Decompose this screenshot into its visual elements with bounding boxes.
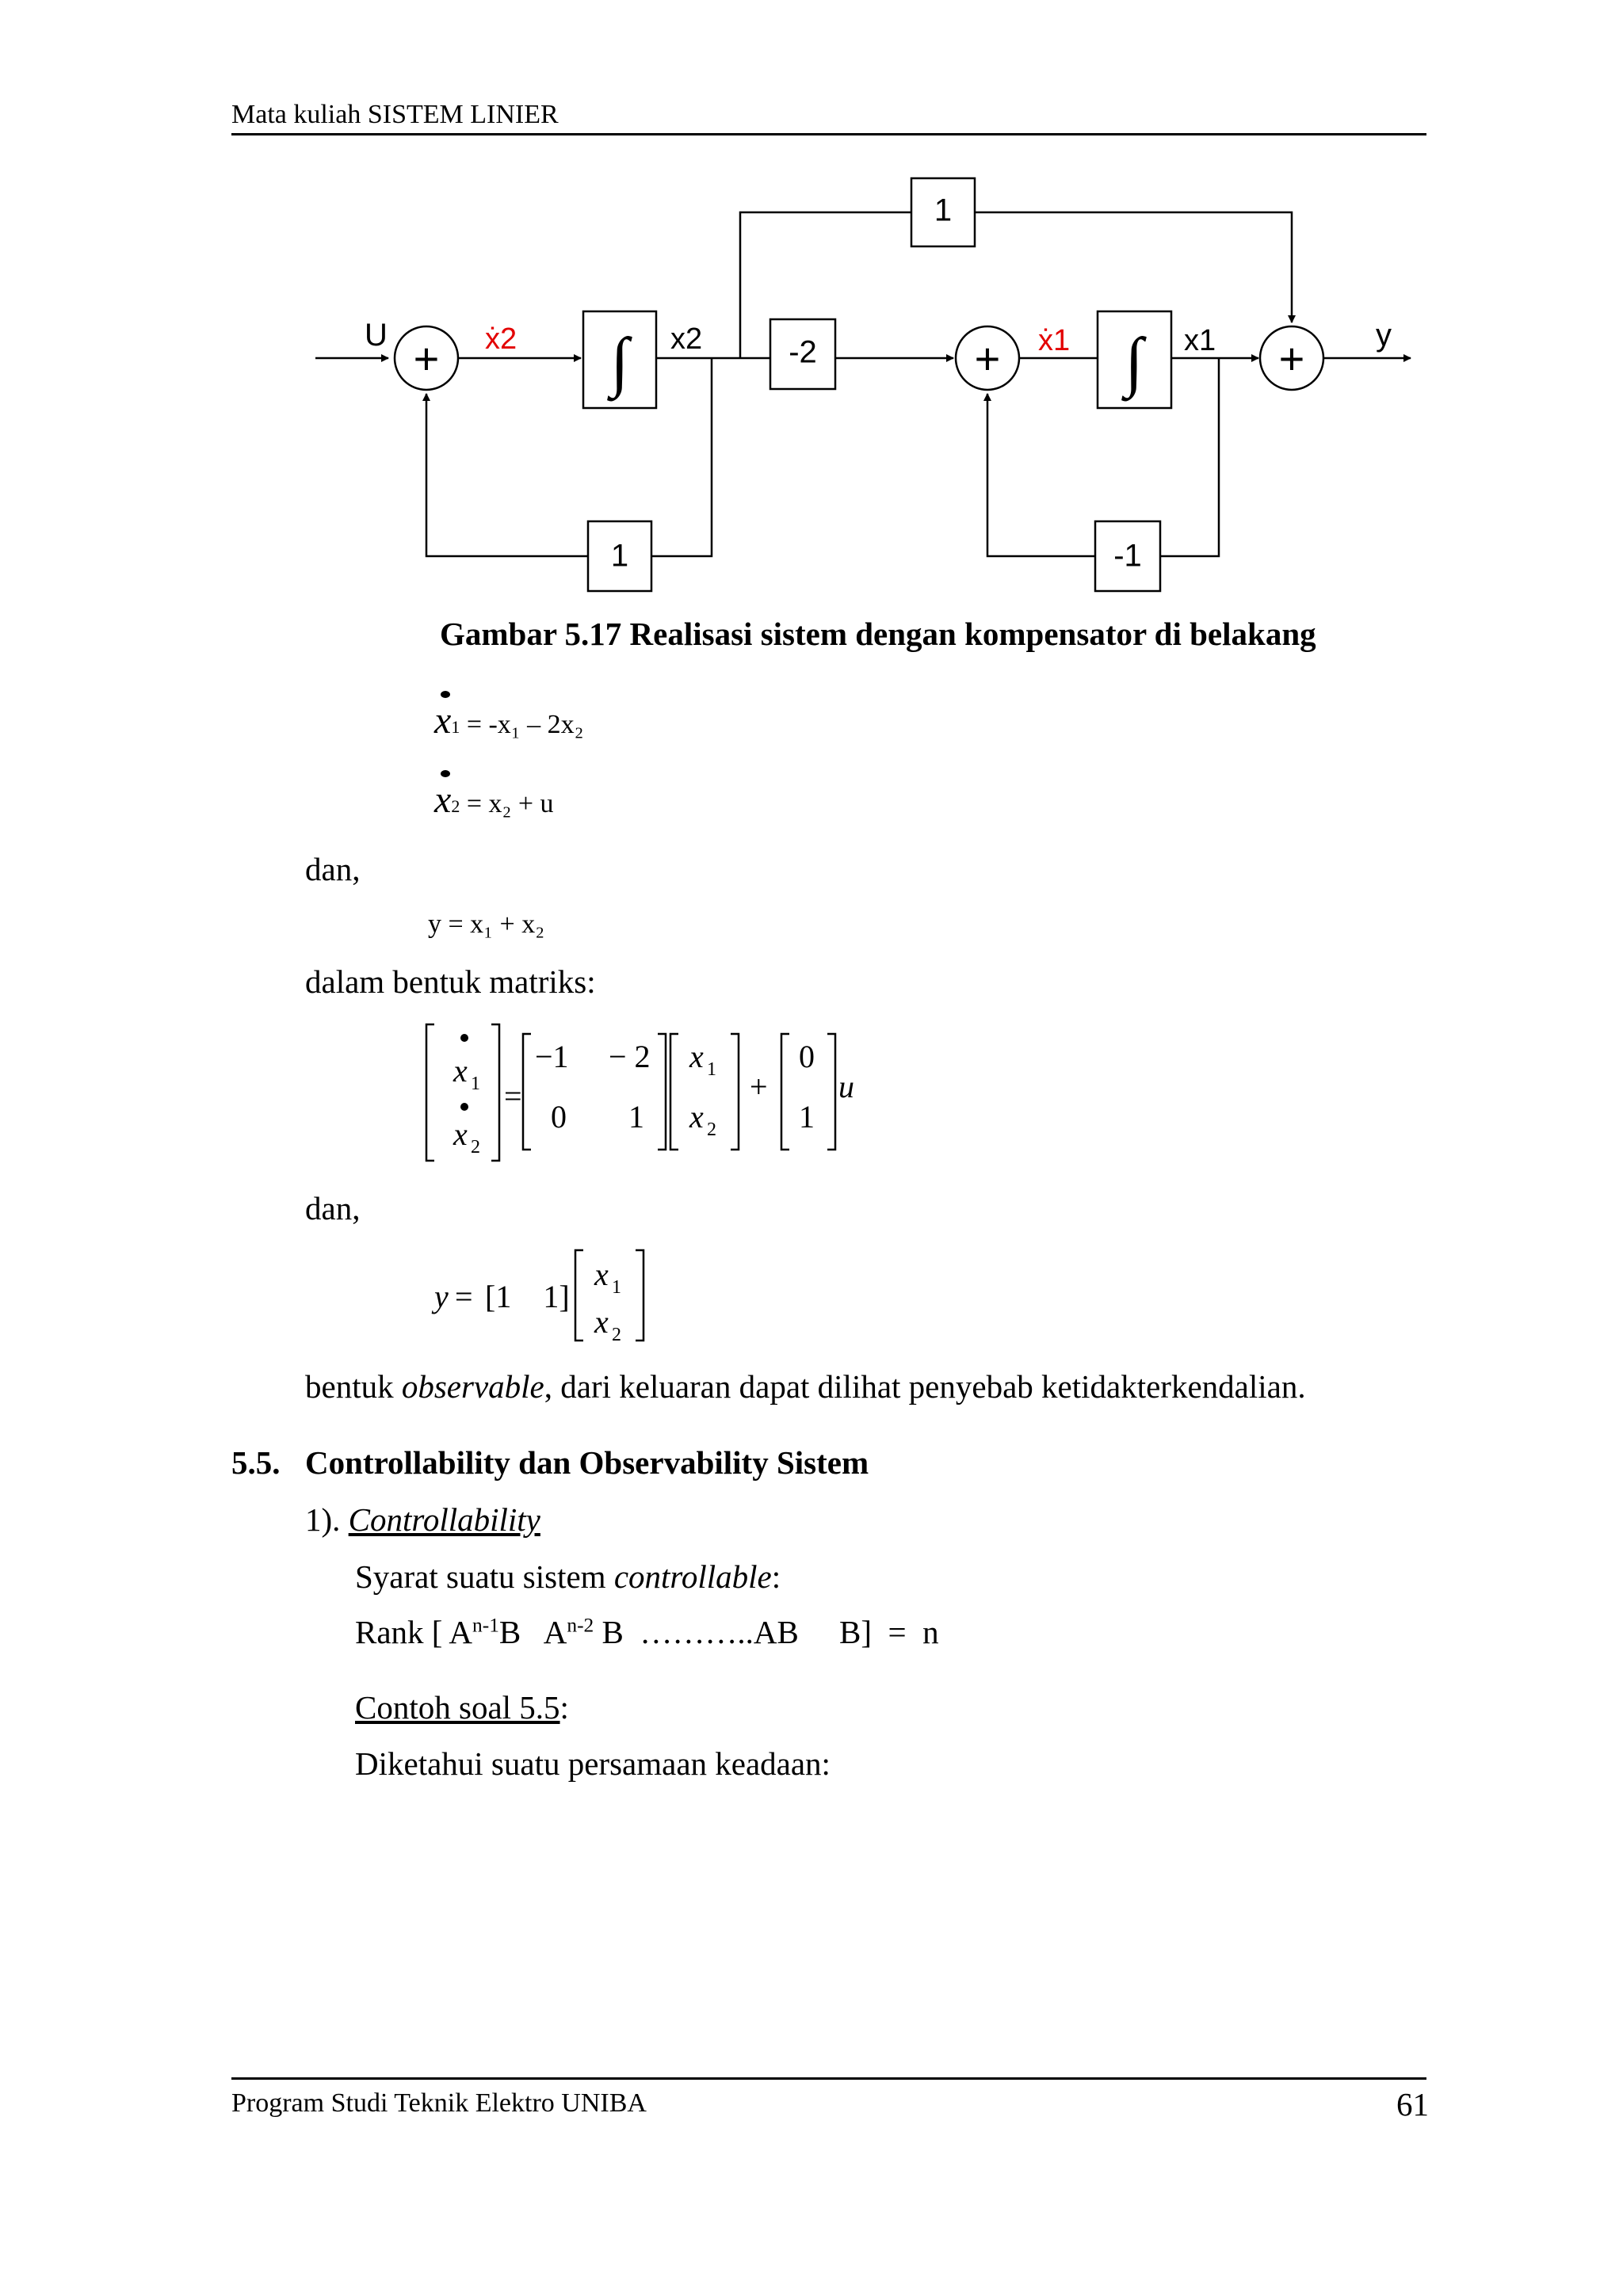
matrix-equation xyxy=(420,1018,864,1169)
matrix-equals: = xyxy=(504,1078,522,1114)
item-prefix: 1). xyxy=(305,1501,349,1538)
x-vec-1-sub: 1 xyxy=(707,1059,716,1080)
gain-minus2-label: -2 xyxy=(789,334,817,370)
observable-italic: observable xyxy=(401,1368,544,1405)
out-x2: x xyxy=(594,1304,609,1340)
B-2: 1 xyxy=(799,1099,815,1135)
x2dot-label: ẋ2 xyxy=(485,322,517,356)
out-x1: x xyxy=(594,1257,609,1292)
state-equation-1-rhs: = -x₁ – 2x₂ xyxy=(466,710,584,739)
lhs-x2: x xyxy=(453,1116,468,1152)
observable-prefix: bentuk xyxy=(305,1368,402,1405)
running-header: Mata kuliah SISTEM LINIER xyxy=(231,100,559,129)
section-title: Controllability dan Observability Sistem xyxy=(305,1444,869,1481)
A-12: − 2 xyxy=(609,1039,651,1074)
figure-caption: Gambar 5.17 Realisasi sistem dengan kompensator di belakang xyxy=(440,616,1316,652)
feedback-right-path xyxy=(1160,358,1219,556)
contoh-suffix: : xyxy=(559,1689,569,1726)
x2-label: x2 xyxy=(670,322,703,356)
lhs-x2-sub: 2 xyxy=(471,1137,480,1158)
dan-label-1: dan, xyxy=(305,851,361,887)
syarat-italic: controllable xyxy=(613,1558,772,1595)
x-vec-1: x xyxy=(689,1039,704,1074)
lhs-x1-sub: 1 xyxy=(471,1074,480,1094)
feedback-right-return xyxy=(987,394,1095,556)
matrix-plus: + xyxy=(750,1069,768,1104)
contoh-line xyxy=(355,1691,569,1724)
sum3-plus: + xyxy=(1278,334,1305,383)
dan-label-2: dan, xyxy=(305,1190,361,1226)
rank-a: Rank [ A xyxy=(355,1614,473,1650)
sum1-plus: + xyxy=(413,334,440,383)
sum2-plus: + xyxy=(974,334,1001,383)
section-number: 5.5. xyxy=(231,1444,281,1481)
controllability-item xyxy=(305,1501,540,1538)
state-equation-2-rhs: = x₂ + u xyxy=(466,789,554,818)
integrator-2-symbol: ∫ xyxy=(1125,325,1144,399)
observable-paragraph xyxy=(305,1368,1306,1405)
x-vec-2-sub: 2 xyxy=(707,1119,716,1140)
footer-program: Program Studi Teknik Elektro UNIBA xyxy=(231,2088,647,2118)
x1dot-label: ẋ1 xyxy=(1038,324,1071,357)
observable-suffix: , dari keluaran dapat dilihat penyebab ketidakterkendalian. xyxy=(544,1368,1306,1405)
block-diagram xyxy=(0,0,1623,634)
x-dot-symbol: x xyxy=(434,779,452,821)
syarat-line xyxy=(355,1558,781,1595)
state-equation-1: x1 = -x₁ – 2x₂ xyxy=(434,700,584,742)
out-equals: = xyxy=(455,1279,473,1314)
x-vec-2: x xyxy=(689,1099,704,1135)
feedback-left-path xyxy=(651,358,712,556)
output-equation: y = x₁ + x₂ xyxy=(428,910,545,939)
lhs-x1: x xyxy=(453,1053,468,1089)
item-title: Controllability xyxy=(348,1501,540,1538)
rank-b1: B A xyxy=(498,1614,567,1650)
top-path-right xyxy=(975,212,1292,322)
B-1: 0 xyxy=(799,1039,815,1074)
out-y: y xyxy=(434,1279,449,1314)
output-matrix-equation xyxy=(428,1244,666,1347)
gain-feedback-minus1-label: -1 xyxy=(1113,538,1142,574)
out-x1-sub: 1 xyxy=(612,1277,621,1298)
rank-sup2: n-2 xyxy=(567,1614,594,1637)
input-u: u xyxy=(838,1069,854,1104)
gain-feedback-1-label: 1 xyxy=(610,538,629,574)
rank-rest: B ………..AB B] = n xyxy=(594,1614,939,1650)
rank-sup1: n-1 xyxy=(472,1614,499,1637)
A-21: 0 xyxy=(551,1099,567,1135)
out-x2-sub: 2 xyxy=(612,1325,621,1345)
state-equation-2: x2 = x₂ + u xyxy=(434,779,554,821)
contoh-soal-link: Contoh soal 5.5 xyxy=(355,1689,560,1726)
output-y-label: y xyxy=(1376,318,1392,353)
A-22: 1 xyxy=(628,1099,644,1135)
x-dot-symbol: x xyxy=(434,700,452,742)
top-path-left xyxy=(740,212,911,358)
syarat-prefix: Syarat suatu sistem xyxy=(355,1558,614,1595)
rank-condition xyxy=(355,1616,939,1649)
A-11: −1 xyxy=(535,1039,569,1074)
footer-rule xyxy=(231,2077,1426,2080)
x1-label: x1 xyxy=(1184,324,1216,357)
diketahui-line: Diketahui suatu persamaan keadaan: xyxy=(355,1745,831,1782)
matrix-intro: dalam bentuk matriks: xyxy=(305,963,596,1000)
feedback-left-return xyxy=(426,394,588,556)
integrator-1-symbol: ∫ xyxy=(610,325,629,399)
out-C-row: [1 1] xyxy=(485,1279,570,1314)
syarat-suffix: : xyxy=(771,1558,781,1595)
input-u-label: U xyxy=(365,318,388,353)
page-number: 61 xyxy=(1396,2086,1429,2122)
gain-top-1-label: 1 xyxy=(934,193,953,228)
